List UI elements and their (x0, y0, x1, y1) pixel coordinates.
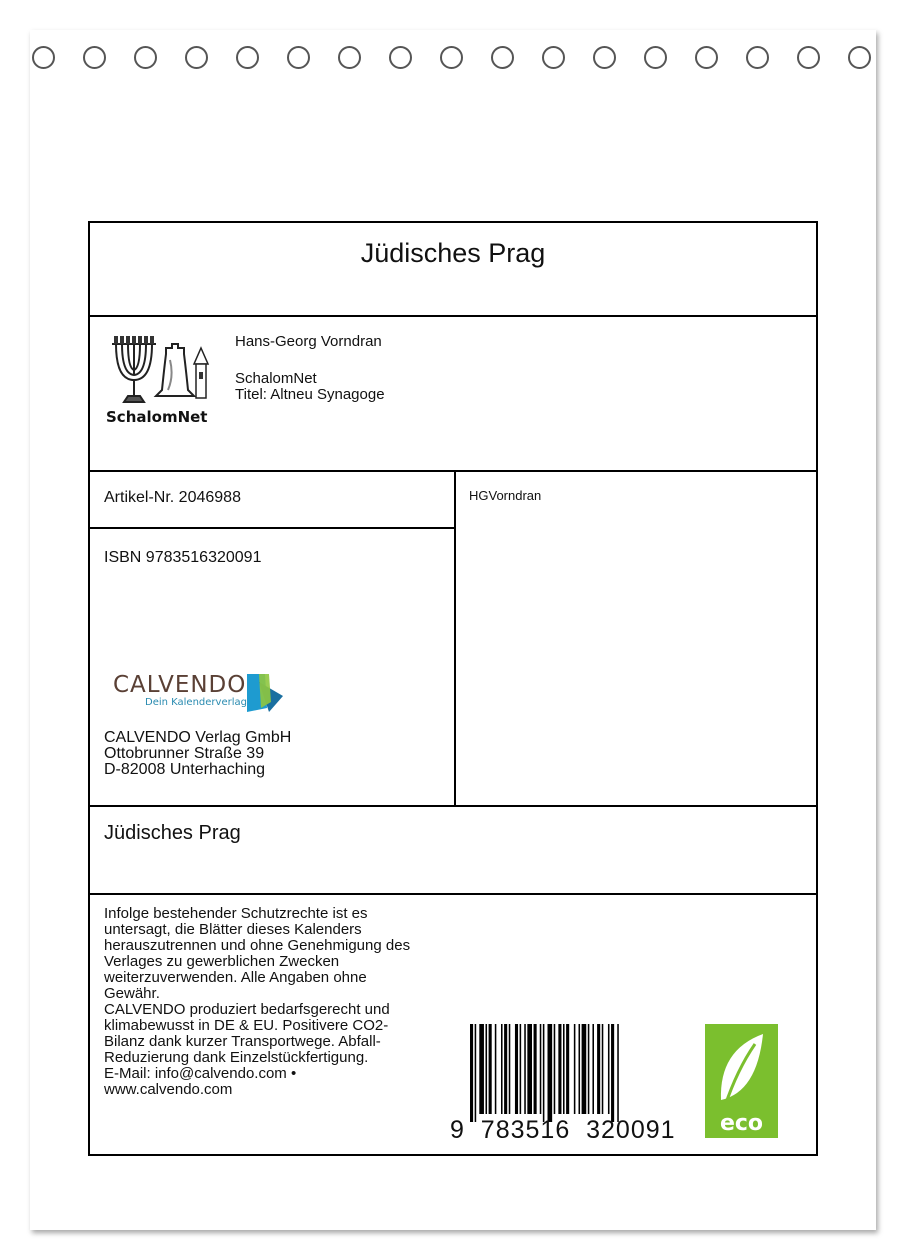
legal-line: weiterzuverwenden. Alle Angaben ohne (104, 969, 367, 986)
barcode-bar (554, 1024, 556, 1114)
binding-hole (185, 46, 208, 69)
barcode-bar (540, 1024, 542, 1114)
copyright-holder: HGVorndran (469, 488, 542, 503)
calvendo-logo-tagline: Dein Kalenderverlag (145, 697, 247, 708)
footer-title: Jüdisches Prag (104, 822, 241, 844)
calvendo-logo-mark (245, 672, 285, 714)
legal-line: Bilanz dank kurzer Transportwege. Abfall- (104, 1033, 381, 1050)
barcode-bar (524, 1024, 526, 1114)
binding-hole (134, 46, 157, 69)
barcode-bar (579, 1024, 581, 1114)
binding-hole (797, 46, 820, 69)
barcode-bar (592, 1024, 594, 1114)
legal-line: untersagt, die Blätter dieses Kalenders (104, 921, 362, 938)
binding-hole (83, 46, 106, 69)
leaf-icon (711, 1030, 773, 1112)
binding-hole (338, 46, 361, 69)
article-number: Artikel-Nr. 2046988 (104, 489, 241, 506)
footer-title-box (88, 805, 818, 895)
title-box (88, 221, 818, 317)
collection-name: SchalomNet (235, 370, 317, 387)
barcode-bar (515, 1024, 518, 1114)
barcode-bar (495, 1024, 497, 1114)
barcode-bar (548, 1024, 553, 1122)
calvendo-logo-text: CALVENDO (113, 672, 247, 698)
barcode-bar (574, 1024, 576, 1114)
barcode-bar (504, 1024, 507, 1114)
publisher-city: D-82008 Unterhaching (104, 761, 265, 778)
legal-notice (104, 906, 444, 1098)
binding-holes (30, 46, 876, 72)
barcode-bar (520, 1024, 522, 1114)
legal-line: CALVENDO produziert bedarfsgerecht und (104, 1001, 390, 1018)
binding-hole (695, 46, 718, 69)
binding-hole (491, 46, 514, 69)
barcode-bar (617, 1024, 619, 1122)
binding-hole (848, 46, 871, 69)
legal-line: Gewähr. (104, 985, 160, 1002)
barcode-bar (602, 1024, 604, 1114)
barcode-bar (566, 1024, 569, 1114)
eco-label: eco (719, 1111, 764, 1136)
barcode-bar (588, 1024, 590, 1114)
publisher-name: CALVENDO Verlag GmbH (104, 729, 292, 746)
legal-line: klimabewusst in DE & EU. Positivere CO2- (104, 1017, 389, 1034)
binding-hole (593, 46, 616, 69)
barcode-bar (479, 1024, 484, 1114)
barcode-bar (558, 1024, 561, 1114)
legal-line: E-Mail: info@calvendo.com • (104, 1065, 297, 1082)
barcode-bar (501, 1024, 503, 1114)
binding-hole (236, 46, 259, 69)
image-title: Titel: Altneu Synagoge (235, 386, 385, 403)
author-name: Hans-Georg Vorndran (235, 333, 382, 350)
legal-line: Infolge bestehender Schutzrechte ist es (104, 905, 368, 922)
barcode (468, 1024, 658, 1122)
legal-line: Reduzierung dank Einzelstückfertigung. (104, 1049, 369, 1066)
page-title: Jüdisches Prag (360, 238, 546, 268)
legal-line: www.calvendo.com (104, 1081, 233, 1098)
barcode-bar (611, 1024, 614, 1122)
barcode-bar (608, 1024, 610, 1114)
binding-hole (287, 46, 310, 69)
barcode-bar (475, 1024, 477, 1122)
legal-line: Verlages zu gewerblichen Zwecken (104, 953, 340, 970)
barcode-bar (563, 1024, 565, 1114)
barcode-bar (597, 1024, 600, 1114)
barcode-bar (470, 1024, 473, 1122)
barcode-bar (534, 1024, 537, 1114)
isbn: ISBN 9783516320091 (104, 549, 262, 566)
barcode-bar (509, 1024, 511, 1114)
binding-hole (542, 46, 565, 69)
binding-hole (440, 46, 463, 69)
binding-hole (32, 46, 55, 69)
binding-hole (746, 46, 769, 69)
barcode-bar (543, 1024, 545, 1122)
barcode-bar (527, 1024, 532, 1114)
eco-badge (705, 1024, 778, 1138)
publisher-street: Ottobrunner Straße 39 (104, 745, 265, 762)
binding-hole (389, 46, 412, 69)
binding-hole (644, 46, 667, 69)
copyright-box (454, 470, 818, 807)
barcode-bar (486, 1024, 488, 1114)
schalomnet-logo-text: SchalomNet (106, 408, 208, 425)
barcode-number: 9 783516 320091 (450, 1116, 676, 1144)
legal-line: herauszutrennen und ohne Genehmigung des (104, 937, 411, 954)
barcode-bar (582, 1024, 587, 1114)
barcode-bar (489, 1024, 492, 1114)
schalomnet-logo (104, 330, 219, 425)
